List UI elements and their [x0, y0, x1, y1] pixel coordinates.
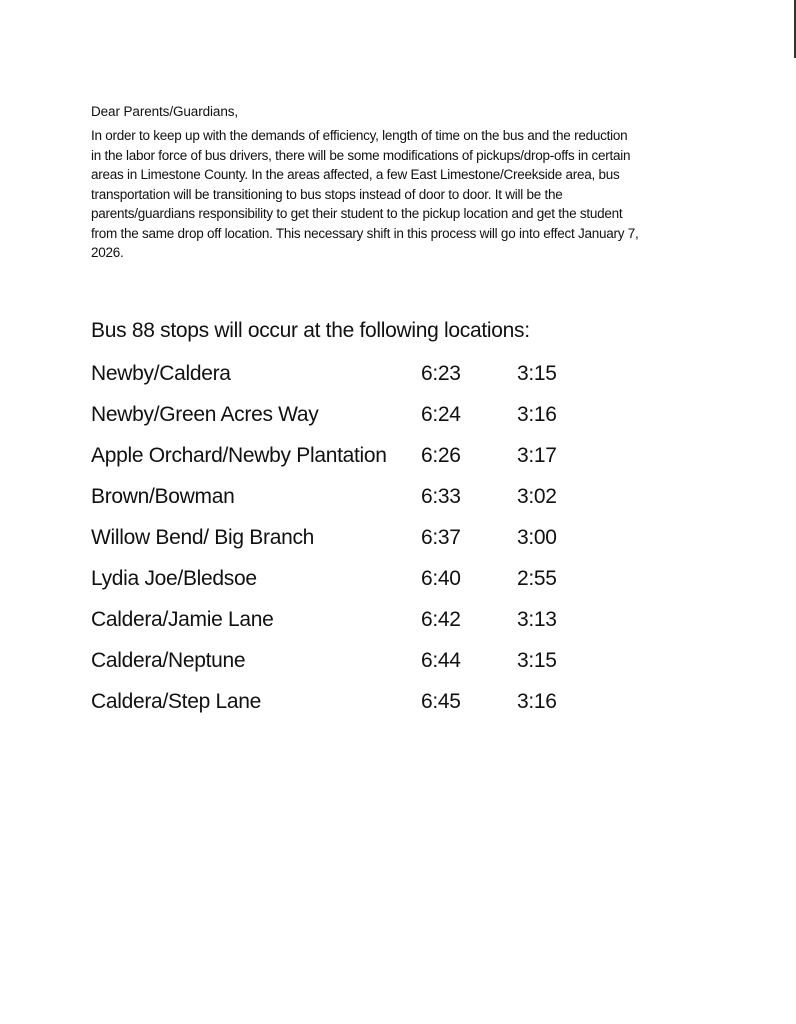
dropoff-time: 3:15: [517, 649, 557, 672]
body-line: areas in Limestone County. In the areas affected, a few East Limestone/Creekside area, bus: [91, 167, 620, 182]
dropoff-time: 3:17: [517, 444, 557, 467]
stop-location: Willow Bend/ Big Branch: [91, 526, 315, 549]
body-line: in the labor force of bus drivers, there will be some modifications of pickups/drop-offs in certain: [91, 147, 631, 163]
body-line: transportation will be transitioning to bus stops instead of door to door. It will be the: [91, 186, 563, 202]
pickup-time: 6:40: [421, 567, 461, 590]
dropoff-time: 3:13: [517, 608, 557, 631]
stop-location: Newby/Green Acres Way: [91, 403, 319, 426]
stop-row: [91, 567, 591, 608]
body-line: from the same drop off location. This necessary shift in this process will go into effect January 7,: [91, 225, 639, 241]
dropoff-time: 3:16: [517, 690, 557, 713]
pickup-time: 6:45: [421, 690, 461, 713]
body-line: 2026.: [91, 245, 124, 260]
salutation: Dear Parents/Guardians,: [91, 104, 239, 119]
stop-row: [91, 362, 591, 403]
dropoff-time: 3:16: [517, 403, 557, 426]
pickup-time: 6:23: [421, 362, 461, 385]
stop-location: Caldera/Neptune: [91, 649, 246, 672]
letter-body: [91, 126, 731, 263]
dropoff-time: 3:02: [517, 485, 557, 508]
stop-row: [91, 690, 591, 731]
schedule-heading: Bus 88 stops will occur at the following locations:: [91, 319, 530, 342]
stop-row: [91, 649, 591, 690]
stop-row: [91, 403, 591, 444]
dropoff-time: 3:15: [517, 362, 557, 385]
pickup-time: 6:37: [421, 526, 461, 549]
body-line: parents/guardians responsibility to get their student to the pickup location and get the student: [91, 206, 623, 221]
pickup-time: 6:24: [421, 403, 461, 426]
pickup-time: 6:26: [421, 444, 461, 467]
stop-row: [91, 444, 591, 485]
stop-location: Apple Orchard/Newby Plantation: [91, 444, 387, 467]
body-line: In order to keep up with the demands of efficiency, length of time on the bus and the reduction: [91, 128, 628, 143]
pickup-time: 6:33: [421, 485, 461, 508]
stop-location: Caldera/Jamie Lane: [91, 608, 274, 631]
stop-location: Newby/Caldera: [91, 362, 231, 385]
pickup-time: 6:44: [421, 649, 461, 672]
pickup-time: 6:42: [421, 608, 461, 631]
stop-row: [91, 485, 591, 526]
dropoff-time: 2:55: [517, 567, 557, 590]
stop-row: [91, 608, 591, 649]
stop-schedule-table: [91, 362, 591, 731]
stop-location: Caldera/Step Lane: [91, 690, 262, 713]
dropoff-time: 3:00: [517, 526, 557, 549]
stop-location: Lydia Joe/Bledsoe: [91, 567, 257, 590]
stop-row: [91, 526, 591, 567]
stop-location: Brown/Bowman: [91, 485, 235, 508]
